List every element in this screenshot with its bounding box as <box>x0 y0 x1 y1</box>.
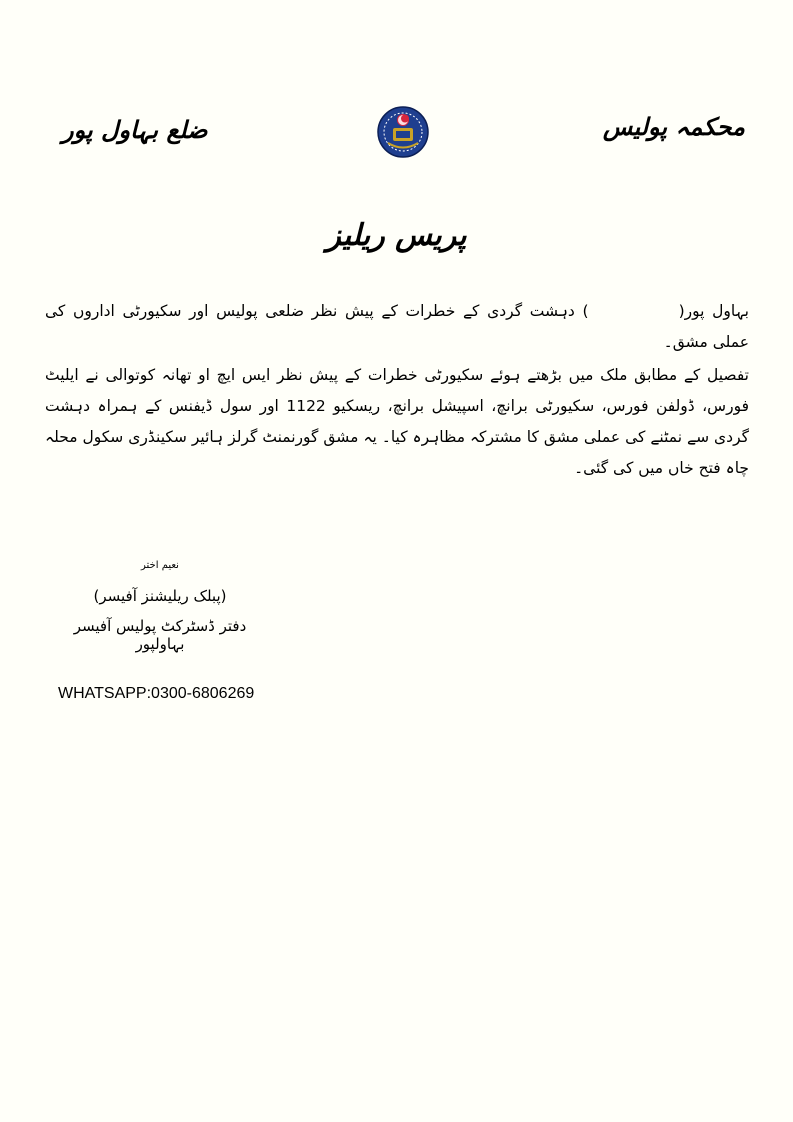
signature-block <box>60 560 260 653</box>
release-body <box>45 296 749 484</box>
whatsapp-contact: WHATSAPP:0300-6806269 <box>58 685 255 702</box>
intro-line <box>45 296 749 358</box>
intro-city: بہاول پور( <box>678 302 749 320</box>
signatory-office: دفتر ڈسٹرکٹ پولیس آفیسر بہاولپور <box>73 617 247 653</box>
body-paragraph: تفصیل کے مطابق ملک میں بڑھتے ہوئے سکیورٹی خطرات کے پیش نظر ایس ایچ او تھانہ کوتوالی نے ایلیٹ فورس، ڈولفن فورس، سکیورٹی برانچ، اسپیشل برانچ، ریسکیو 1122 اور سول ڈیفنس کے ہمراہ دہشت گردی سے نمٹنے کی عملی مشق کا مشترکہ مظاہرہ کیا۔ یہ مشق گورنمنٹ گرلز ہائیر سکینڈری سکول محلہ چاہ فتح خاں میں کی گئی۔ <box>45 366 749 477</box>
intro-close-paren: ) <box>582 302 589 320</box>
press-release-title: پریس ریلیز <box>326 218 467 253</box>
district-heading: ضلع بہاول پور <box>62 115 208 144</box>
department-heading: محکمہ پولیس <box>602 112 745 141</box>
signatory-name: نعیم اختر <box>141 560 179 571</box>
signatory-title: (پبلک ریلیشنز آفیسر) <box>93 587 227 605</box>
intro-headline: دہشت گردی کے خطرات کے پیش نظر ضلعی پولیس اور سکیورٹی اداروں کی عملی مشق۔ <box>45 302 749 351</box>
police-emblem-icon <box>376 105 430 159</box>
